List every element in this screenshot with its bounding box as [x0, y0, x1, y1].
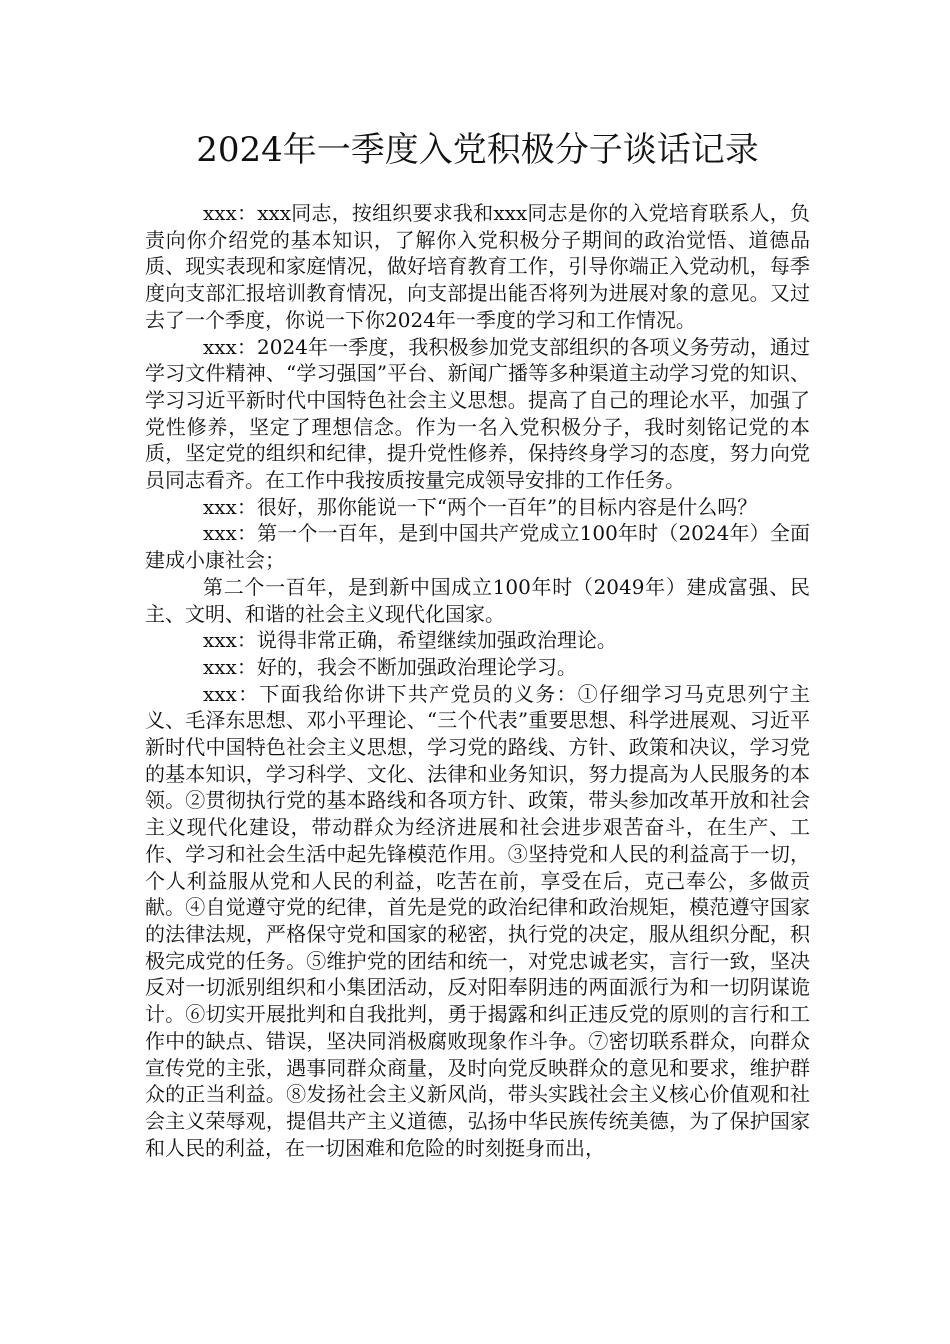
paragraph-first-centenary: xxx：第一个一百年，是到中国共产党成立100年时（2024年）全面建成小康社会；	[145, 521, 810, 573]
paragraph-second-centenary: 第二个一百年，是到新中国成立100年时（2049年）建成富强、民主、文明、和谐的社会主义现代化国家。	[145, 574, 810, 626]
document-body	[145, 200, 810, 1161]
paragraph-member-duties: xxx：下面我给你讲下共产党员的义务：①仔细学习马克思列宁主义、毛泽东思想、邓小平理论、“三个代表”重要思想、科学进展观、习近平新时代中国特色社会主义思想，学习党的路线、方针、政策和决议，学习党的基本知识，学习科学、文化、法律和业务知识，努力提高为人民服务的本领。②贯彻执行党的基本路线和各项方针、政策，带头参加改革开放和社会主义现代化建设，带动群众为经济进展和社会进步艰苦奋斗，在生产、工作、学习和社会生活中起先锋模范作用。③坚持党和人民的利益高于一切，个人利益服从党和人民的利益，吃苦在前，享受在后，克己奉公，多做贡献。④自觉遵守党的纪律，首先是党的政治纪律和政治规矩，模范遵守国家的法律法规，严格保守党和国家的秘密，执行党的决定，服从组织分配，积极完成党的任务。⑤维护党的团结和统一，对党忠诚老实，言行一致，坚决反对一切派别组织和小集团活动，反对阳奉阴违的两面派行为和一切阴谋诡计。⑥切实开展批判和自我批判，勇于揭露和纠正违反党的原则的言行和工作中的缺点、错误，坚决同消极腐败现象作斗争。⑦密切联系群众，向群众宣传党的主张，遇事同群众商量，及时向党反映群众的意见和要求，维护群众的正当利益。⑧发扬社会主义新风尚，带头实践社会主义核心价值观和社会主义荣辱观，提倡共产主义道德，弘扬中华民族传统美德，为了保护国家和人民的利益，在一切困难和危险的时刻挺身而出，	[145, 681, 810, 1160]
paragraph-affirmation: xxx：说得非常正确，希望继续加强政治理论。	[203, 628, 617, 653]
document-title: 2024年一季度入党积极分子谈话记录	[196, 130, 759, 170]
paragraph-intro-question: xxx：xxx同志，按组织要求我和xxx同志是你的入党培育联系人，负责向你介绍党的基本知识，了解你入党积极分子期间的政治觉悟、道德品质、现实表现和家庭情况，做好培育教育工作，引导你端正入党动机，每季度向支部汇报培训教育情况，向支部提出能否将列为进展对象的意见。又过去了一个季度，你说一下你2024年一季度的学习和工作情况。	[145, 201, 810, 332]
paragraph-two-centenary-question: xxx：很好，那你能说一下“两个一百年”的目标内容是什么吗？	[203, 494, 758, 519]
paragraph-study-report: xxx：2024年一季度，我积极参加党支部组织的各项义务劳动，通过学习文件精神、“学习强国”平台、新闻广播等多种渠道主动学习党的知识、学习习近平新时代中国特色社会主义思想。提高了自己的理论水平，加强了党性修养，坚定了理想信念。作为一名入党积极分子，我时刻铭记党的本质，坚定党的组织和纪律，提升党性修养，保持终身学习的态度，努力向党员同志看齐。在工作中我按质按量完成领导安排的工作任务。	[145, 334, 810, 493]
document-page	[145, 128, 810, 1161]
paragraph-response: xxx：好的，我会不断加强政治理论学习。	[203, 654, 577, 679]
